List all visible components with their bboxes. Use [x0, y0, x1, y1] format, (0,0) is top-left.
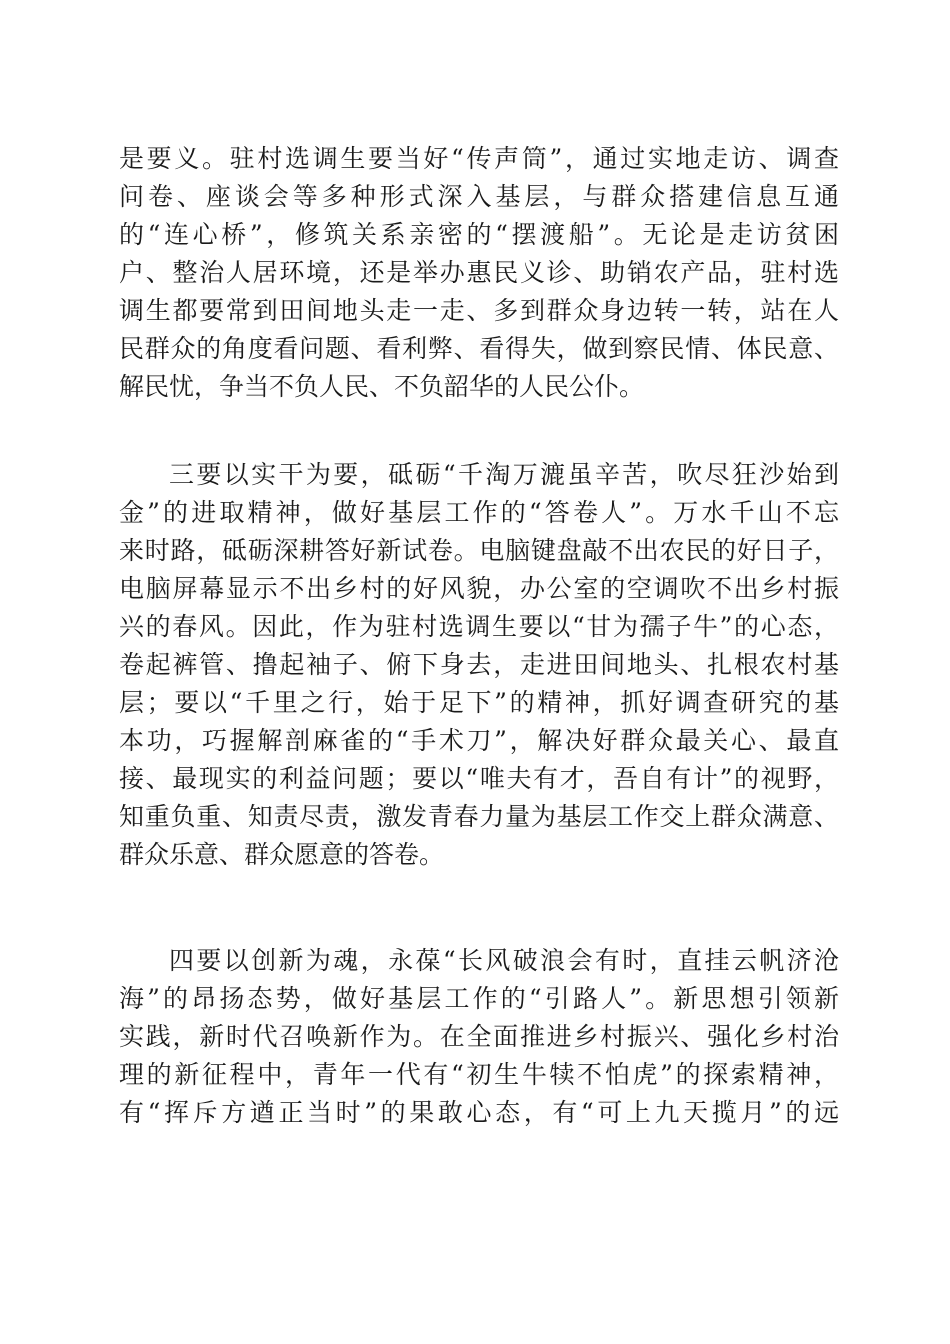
paragraph-line: 兴的春风。因此，作为驻村选调生要以“甘为孺子牛”的心态， [119, 612, 839, 641]
paragraph-2 [119, 456, 839, 874]
paragraph-line: 是要义。驻村选调生要当好“传声筒”，通过实地走访、调查 [119, 144, 839, 173]
paragraph-line: 本功，巧握解剖麻雀的“手术刀”，解决好群众最关心、最直 [119, 726, 839, 755]
paragraph-line: 来时路，砥砺深耕答好新试卷。电脑键盘敲不出农民的好日子， [119, 536, 839, 565]
paragraph-line: 解民忧，争当不负人民、不负韶华的人民公仆。 [119, 372, 645, 401]
paragraph-line: 的“连心桥”，修筑关系亲密的“摆渡船”。无论是走访贫困 [119, 220, 839, 249]
paragraph-line: 实践，新时代召唤新作为。在全面推进乡村振兴、强化乡村治 [119, 1022, 839, 1051]
paragraph-line: 接、最现实的利益问题；要以“唯夫有才，吾自有计”的视野， [119, 764, 839, 793]
paragraph-line: 层；要以“千里之行，始于足下”的精神，抓好调查研究的基 [119, 688, 839, 717]
paragraph-line: 三要以实干为要，砥砺“千淘万漉虽辛苦，吹尽狂沙始到 [169, 460, 839, 489]
paragraph-line: 卷起裤管、撸起袖子、俯下身去，走进田间地头、扎根农村基 [119, 650, 839, 679]
paragraph-line: 有“挥斥方遒正当时”的果敢心态，有“可上九天揽月”的远 [119, 1098, 839, 1127]
paragraph-line: 调生都要常到田间地头走一走、多到群众身边转一转，站在人 [119, 296, 839, 325]
paragraph-3 [119, 942, 839, 1132]
paragraph-1 [119, 140, 839, 406]
paragraph-line: 理的新征程中，青年一代有“初生牛犊不怕虎”的探索精神， [119, 1060, 839, 1089]
paragraph-line: 户、整治人居环境，还是举办惠民义诊、助销农产品，驻村选 [119, 258, 839, 287]
paragraph-line: 四要以创新为魂，永葆“长风破浪会有时，直挂云帆济沧 [169, 946, 839, 975]
paragraph-line: 知重负重、知责尽责，激发青春力量为基层工作交上群众满意、 [119, 802, 839, 831]
paragraph-line: 金”的进取精神，做好基层工作的“答卷人”。万水千山不忘 [119, 498, 839, 527]
paragraph-line: 民群众的角度看问题、看利弊、看得失，做到察民情、体民意、 [119, 334, 839, 363]
paragraph-line: 群众乐意、群众愿意的答卷。 [119, 840, 445, 869]
paragraph-line: 问卷、座谈会等多种形式深入基层，与群众搭建信息互通 [119, 182, 839, 211]
paragraph-line: 电脑屏幕显示不出乡村的好风貌，办公室的空调吹不出乡村振 [119, 574, 839, 603]
paragraph-line: 海”的昂扬态势，做好基层工作的“引路人”。新思想引领新 [119, 984, 839, 1013]
